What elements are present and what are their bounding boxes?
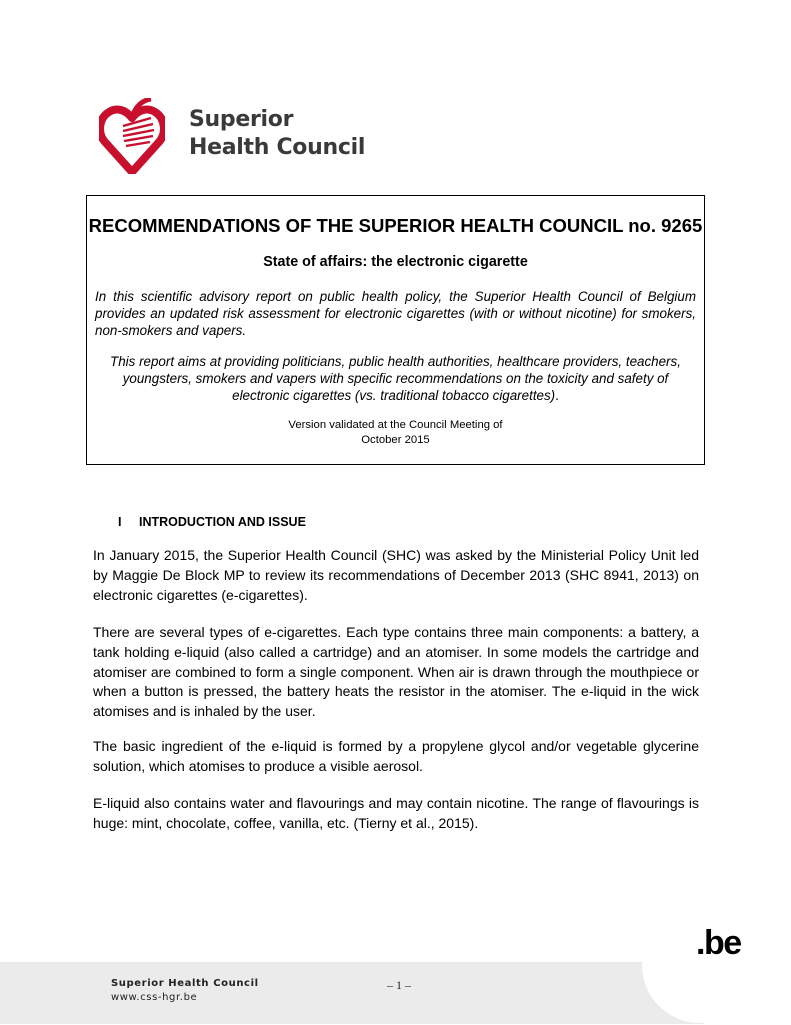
report-title: RECOMMENDATIONS OF THE SUPERIOR HEALTH COUNCIL no. 9265 <box>88 215 703 236</box>
be-logo: .be <box>696 924 741 962</box>
report-title-box <box>86 195 705 465</box>
report-subtitle: State of affairs: the electronic cigarette <box>263 254 528 270</box>
logo-line-2: Health Council <box>189 135 366 160</box>
version-note <box>87 418 704 448</box>
paragraph-4: E-liquid also contains water and flavourings and may contain nicotine. The range of flavourings is huge: mint, chocolate, coffee, vanilla, etc. (Tierny et al., 2015). <box>93 795 699 831</box>
paragraph-1: In January 2015, the Superior Health Council (SHC) was asked by the Ministerial Policy Unit led by Maggie De Block MP to review its recommendations of December 2013 (SHC 8941, 2013) on electronic cigarettes (e-cigarettes). <box>93 547 699 603</box>
report-purpose-period: . <box>555 388 559 403</box>
report-purpose <box>95 353 696 404</box>
paragraph-3: The basic ingredient of the e-liquid is formed by a propylene glycol and/or vegetable glycerine solution, which atomises to produce a visible aerosol. <box>93 738 699 774</box>
section-heading <box>118 515 306 529</box>
section-number: I <box>118 515 122 529</box>
page-number: – 1 – <box>387 978 411 992</box>
superior-health-council-logo <box>99 98 366 176</box>
footer-organization: Superior Health Council <box>111 978 259 989</box>
footer-website[interactable]: www.css-hgr.be <box>111 992 198 1003</box>
report-purpose-text: This report aims at providing politicians, public health authorities, healthcare providers, teachers, youngsters, smokers and vapers with specific recommendations on the toxicity and safety of electronic cigarettes (vs. traditional tobacco cigarettes) <box>110 354 681 403</box>
version-line-2: October 2015 <box>361 434 430 446</box>
footer-corner-panel <box>704 962 791 1024</box>
logo-line-1: Superior <box>189 107 294 132</box>
section-title: INTRODUCTION AND ISSUE <box>139 515 306 529</box>
shc-heart-logo-icon <box>99 98 165 174</box>
paragraph-2: There are several types of e-cigarettes. Each type contains three main components: a battery, a tank holding e-liquid (also called a cartridge) and an atomiser. In some models the cartridge and atomiser are combined to form a single component. When air is drawn through the mouthpiece or when a button is pressed, the battery heats the resistor in the atomiser. The e-liquid in the wick atomises and is inhaled by the user. <box>93 624 699 720</box>
report-abstract: In this scientific advisory report on public health policy, the Superior Health Council of Belgium provides an updated risk assessment for electronic cigarettes (with or without nicotine) for smokers, non-smokers and vapers. <box>95 289 696 338</box>
version-line-1: Version validated at the Council Meeting of <box>288 419 503 431</box>
logo-wordmark <box>189 106 365 162</box>
